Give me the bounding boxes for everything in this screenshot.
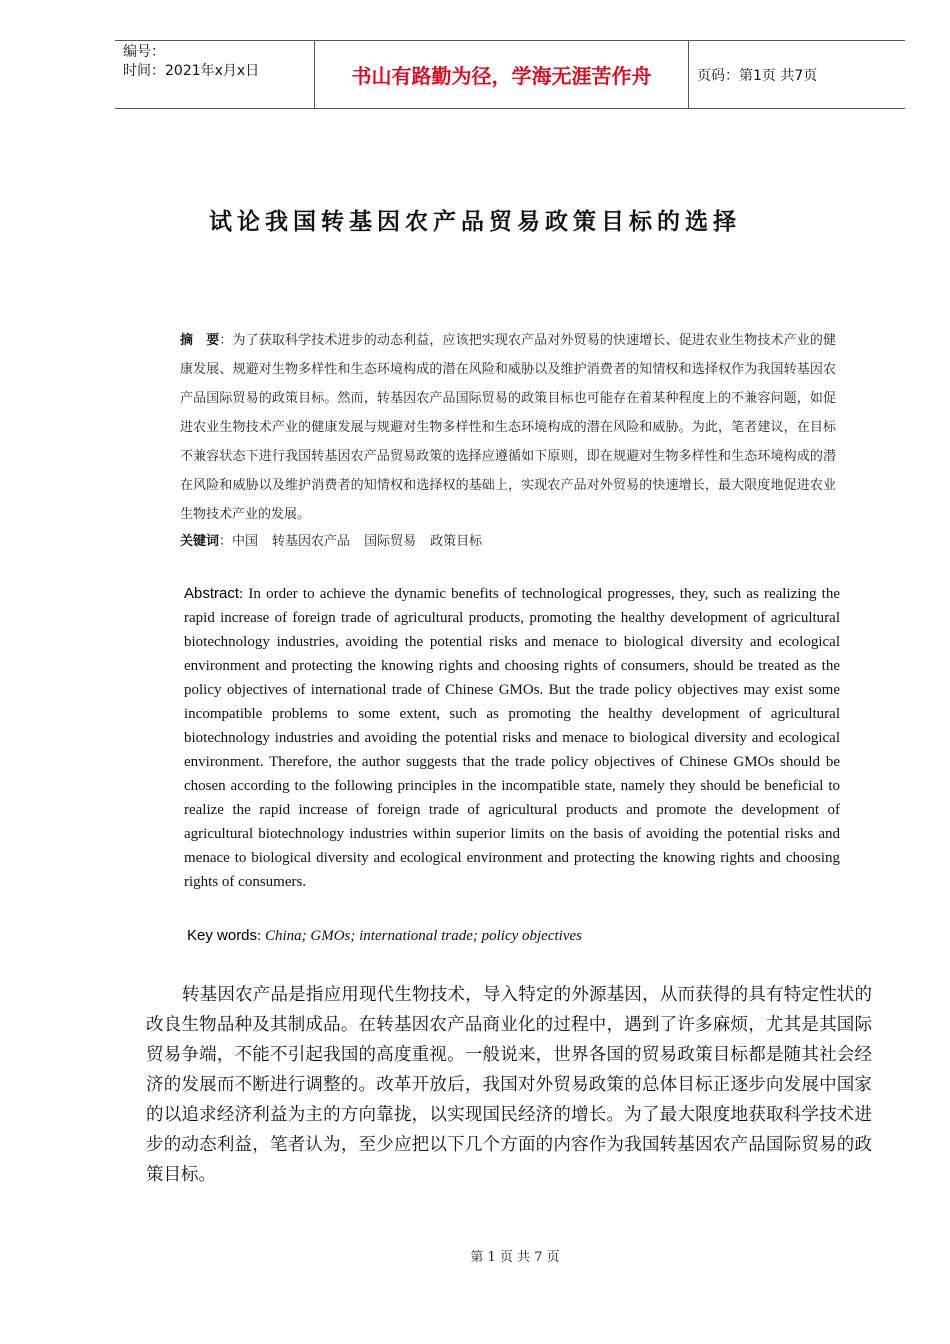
- abstract-english: [184, 582, 840, 894]
- page-footer: 第 1 页 共 7 页: [470, 1250, 560, 1265]
- document-title: 试论我国转基因农产品贸易政策目标的选择: [209, 208, 741, 235]
- keyword-item: 国际贸易: [364, 534, 417, 549]
- abstract-english-label: Abstract: [184, 585, 240, 602]
- keywords-english-label: Key words: [187, 927, 258, 944]
- keywords-english: [187, 927, 843, 945]
- keyword-item: 政策目标: [430, 534, 483, 549]
- keywords-english-colon: :: [257, 928, 265, 944]
- abstract-english-text: : In order to achieve the dynamic benefits of technological progresses, they, such as realizing the rapid increase of foreign trade of agricultural products, promoting the healthy development of agricultural biotechnology industries, avoiding the potential risks and menace to biological diversity and ecological environment and protecting the knowing rights and choosing rights of consumers, should be treated as the policy objectives of international trade of Chinese GMOs. But the trade policy objectives may exist some incompatible problems to some extent, such as promoting the healthy development of agricultural biotechnology industries and avoiding the potential risks and menace to biological diversity and ecological environment. Therefore, the author suggests that the trade policy objectives of Chinese GMOs should be chosen according to the following principles in the incompatible state, namely they should be beneficial to realize the rapid increase of foreign trade of agricultural products and promote the development of agricultural biotechnology industries within superior limits on the basis of avoiding the potential risks and menace to biological diversity and ecological environment and protecting the knowing rights and choosing rights of consumers.: [184, 586, 840, 890]
- document-time: 时间：2021年x月x日: [123, 63, 260, 79]
- header-motto: 书山有路勤为径，学海无涯苦作舟: [315, 41, 689, 108]
- keyword-item: 转基因农产品: [272, 534, 351, 549]
- document-header: [115, 40, 905, 109]
- header-meta: [115, 41, 315, 108]
- document-number-label: 编号：: [123, 44, 165, 60]
- keywords-chinese-label: 关键词: [180, 534, 220, 549]
- keywords-chinese: [180, 530, 836, 549]
- keywords-chinese-colon: ：: [219, 534, 233, 549]
- abstract-chinese: [180, 326, 836, 529]
- abstract-chinese-text: ：为了获取科学技术进步的动态利益，应该把实现农产品对外贸易的快速增长、促进农业生物技术产业的健康发展、规避对生物多样性和生态环境构成的潜在风险和威胁以及维护消费者的知情权和选择权作为我国转基因农产品国际贸易的政策目标。然而，转基因农产品国际贸易的政策目标也可能存在着某种程度上的不兼容问题，如促进农业生物技术产业的健康发展与规避对生物多样性和生态环境构成的潜在风险和威胁。为此，笔者建议，在目标不兼容状态下进行我国转基因农产品贸易政策的选择应遵循如下原则，即在规避对生物多样性和生态环境构成的潜在风险和威胁以及维护消费者的知情权和选择权的基础上，实现农产品对外贸易的快速增长，最大限度地促进农业生物技术产业的发展。: [180, 333, 836, 522]
- keyword-item: 中国: [232, 534, 259, 549]
- header-page-info: 页码：第1页 共7页: [697, 67, 818, 84]
- abstract-chinese-label: 摘 要: [180, 333, 220, 348]
- keywords-english-value: China; GMOs; international trade; policy objectives: [264, 928, 582, 944]
- body-paragraph: 转基因农产品是指应用现代生物技术，导入特定的外源基因，从而获得的具有特定性状的改良生物品种及其制成品。在转基因农产品商业化的过程中，遇到了许多麻烦，尤其是其国际贸易争端，不能不引起我国的高度重视。一般说来，世界各国的贸易政策目标都是随其社会经济的发展而不断进行调整的。改革开放后，我国对外贸易政策的总体目标正逐步向发展中国家的以追求经济利益为主的方向靠拢，以实现国民经济的增长。为了最大限度地获取科学技术进步的动态利益，笔者认为，至少应把以下几个方面的内容作为我国转基因农产品国际贸易的政策目标。: [146, 985, 872, 1185]
